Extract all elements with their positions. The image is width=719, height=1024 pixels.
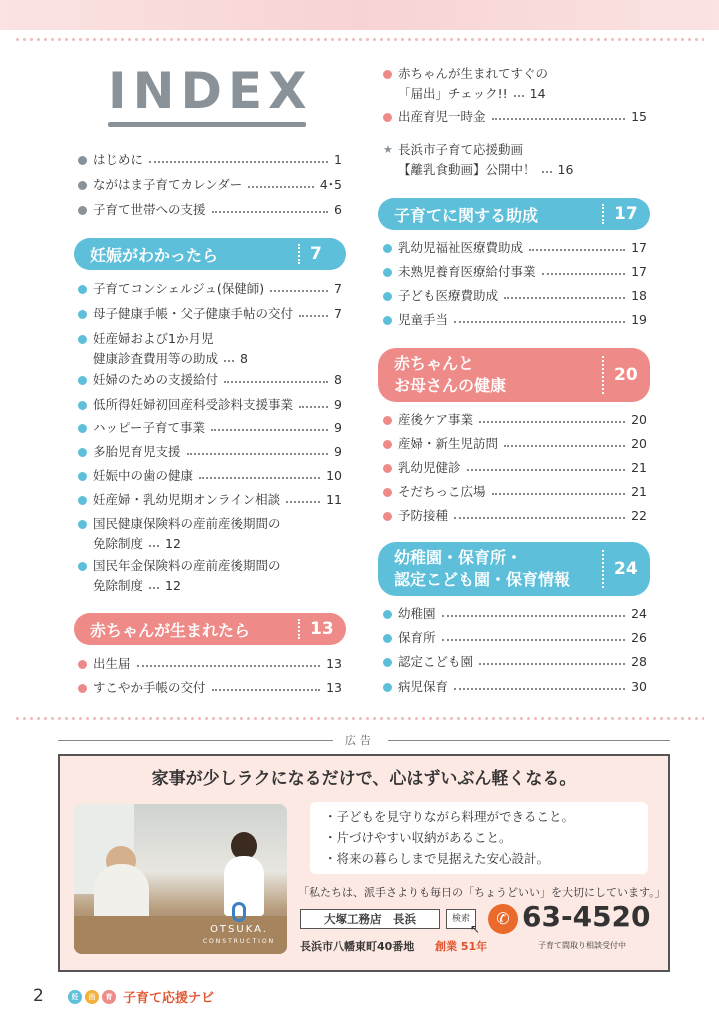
dot-leader xyxy=(149,534,159,547)
toc-label: 国民健康保険料の産前産後期間の xyxy=(93,516,281,531)
toc-label: 子ども医療費助成 xyxy=(398,288,499,303)
toc-page: 13 xyxy=(326,680,342,695)
toc-label: 母子健康手帳・父子健康手帖の交付 xyxy=(93,306,294,321)
bullet-icon xyxy=(78,520,87,529)
top-band xyxy=(0,0,719,30)
toc-label-line2: 【離乳食動画】公開中！ xyxy=(398,162,536,177)
toc-item[interactable] xyxy=(78,150,342,170)
toc-item[interactable] xyxy=(78,490,342,510)
cursor-icon: ↖ xyxy=(470,922,481,936)
title-underline xyxy=(108,122,306,127)
toc-page: 21 xyxy=(631,484,647,499)
section-title: 子育てに関する助成 xyxy=(394,205,539,225)
section-separator xyxy=(602,550,604,588)
toc-page: 30 xyxy=(631,679,647,694)
bullet-icon xyxy=(78,562,87,571)
toc-page: 11 xyxy=(326,492,342,507)
toc-label: 長浜市子育て応援動画 xyxy=(398,142,524,157)
toc-label: はじめに xyxy=(93,152,144,167)
section-pregnancy[interactable] xyxy=(74,238,346,270)
toc-label: 乳幼児健診 xyxy=(398,460,461,475)
toc-item[interactable] xyxy=(78,175,342,195)
page-number: 2 xyxy=(33,986,44,1006)
dot-leader xyxy=(187,442,329,455)
dot-leader xyxy=(504,434,625,447)
toc-page: 19 xyxy=(631,312,647,327)
logo-mark-icon xyxy=(232,902,246,922)
toc-page: 17 xyxy=(631,264,647,279)
toc-item[interactable] xyxy=(383,482,647,502)
toc-label: 児童手当 xyxy=(398,312,449,327)
section-separator xyxy=(602,204,604,224)
toc-label: 赤ちゃんが生まれてすぐの xyxy=(398,66,549,81)
toc-page: 6 xyxy=(334,202,342,217)
toc-label: 病児保育 xyxy=(398,679,449,694)
dot-leader xyxy=(492,107,626,120)
toc-page: 17 xyxy=(631,240,647,255)
toc-item[interactable] xyxy=(383,628,647,648)
star-icon: ★ xyxy=(383,143,393,156)
toc-item[interactable] xyxy=(78,466,342,486)
toc-label: 妊産婦および1か月児 xyxy=(93,331,214,346)
dot-leader xyxy=(270,279,328,292)
ad-reception: 子育て間取り相談受付中 xyxy=(538,941,626,950)
toc-label: 産婦・新生児訪問 xyxy=(398,436,499,451)
ad-bullet: ・子どもを見守りながら料理ができること。 xyxy=(324,809,575,824)
section-title-line1: 幼稚園・保育所・ xyxy=(394,548,523,567)
bullet-icon xyxy=(383,610,392,619)
toc-label: 子育て世帯への支援 xyxy=(93,202,206,217)
toc-label: 幼稚園 xyxy=(398,606,436,621)
section-title-line2: 認定こども園・保育情報 xyxy=(394,570,571,589)
brand-circle: 出 xyxy=(85,990,99,1004)
dot-leader xyxy=(299,304,328,317)
ad-years: 創業 51年 xyxy=(435,940,488,953)
toc-item[interactable] xyxy=(383,286,647,306)
logo-text: OTSUKA. xyxy=(210,924,268,935)
dot-leader xyxy=(479,410,625,423)
bullet-icon xyxy=(78,424,87,433)
section-nursery[interactable] xyxy=(378,542,650,596)
toc-page: 18 xyxy=(631,288,647,303)
logo-subtext: CONSTRUCTION xyxy=(202,938,276,945)
toc-page: 26 xyxy=(631,630,647,645)
toc-label: 出生届 xyxy=(93,656,131,671)
toc-item[interactable] xyxy=(78,200,342,220)
toc-item[interactable] xyxy=(383,410,647,430)
dot-leader xyxy=(479,652,625,665)
ad-headline: 家事が少しラクになるだけで、心はずいぶん軽くなる。 xyxy=(151,769,577,789)
section-separator xyxy=(602,356,604,394)
toc-page: 21 xyxy=(631,460,647,475)
toc-page: 20 xyxy=(631,412,647,427)
brand-circle: 妊 xyxy=(68,990,82,1004)
toc-label: 出産育児一時金 xyxy=(398,109,486,124)
bullet-icon xyxy=(383,512,392,521)
bullet-icon xyxy=(78,684,87,693)
toc-item[interactable] xyxy=(78,329,342,369)
toc-label: 産後ケア事業 xyxy=(398,412,474,427)
bullet-icon xyxy=(383,464,392,473)
section-page: 20 xyxy=(614,365,638,385)
toc-label: 認定こども園 xyxy=(398,654,474,669)
section-born[interactable] xyxy=(74,613,346,645)
ad-label-line-right xyxy=(388,740,670,741)
toc-label: 予防接種 xyxy=(398,508,449,523)
bullet-icon xyxy=(78,181,87,190)
toc-label: 多胎児育児支援 xyxy=(93,444,181,459)
dot-leader xyxy=(212,200,329,213)
dot-leader xyxy=(224,370,328,383)
toc-item[interactable] xyxy=(383,677,647,697)
ad-company-name: 大塚工務店 長浜 xyxy=(300,909,440,929)
toc-page: 20 xyxy=(631,436,647,451)
ad-label: 広告 xyxy=(345,734,375,747)
brand-text: 子育て応援ナビ xyxy=(123,991,215,1006)
toc-page: 7 xyxy=(334,306,342,321)
ad-bullet: ・将来の暮らしまで見据えた安心設計。 xyxy=(324,851,550,866)
ad-bullet-list xyxy=(310,802,648,874)
section-separator xyxy=(298,619,300,639)
bullet-icon xyxy=(383,488,392,497)
toc-item[interactable] xyxy=(383,238,647,258)
toc-item[interactable] xyxy=(383,107,647,127)
bullet-icon xyxy=(78,335,87,344)
toc-label: 未熟児養育医療給付事業 xyxy=(398,264,536,279)
bullet-icon xyxy=(383,416,392,425)
toc-item[interactable] xyxy=(78,418,342,438)
toc-label: 妊娠中の歯の健康 xyxy=(93,468,194,483)
ad-bullet: ・片づけやすい収納があること。 xyxy=(324,830,512,845)
toc-page: 1 xyxy=(334,152,342,167)
toc-page: 8 xyxy=(240,351,248,366)
toc-item[interactable] xyxy=(383,310,647,330)
dot-leader xyxy=(212,678,321,691)
bullet-icon xyxy=(383,683,392,692)
toc-item[interactable] xyxy=(78,556,342,596)
toc-label-line2: 免除制度 xyxy=(93,578,144,593)
bullet-icon xyxy=(78,376,87,385)
dot-leader xyxy=(454,310,625,323)
dot-leader xyxy=(454,677,625,690)
bullet-icon xyxy=(383,316,392,325)
toc-item[interactable] xyxy=(383,604,647,624)
toc-item[interactable] xyxy=(383,652,647,672)
dot-leader xyxy=(199,466,320,479)
dot-leader xyxy=(211,418,328,431)
bullet-icon xyxy=(383,634,392,643)
toc-page: 9 xyxy=(334,420,342,435)
ad-address: 長浜市八幡東町40番地 xyxy=(300,940,415,953)
dot-leader xyxy=(504,286,625,299)
search-button[interactable]: 検索 xyxy=(446,909,476,929)
toc-label: ながはま子育てカレンダー xyxy=(93,177,243,192)
toc-page: 28 xyxy=(631,654,647,669)
toc-page: 10 xyxy=(326,468,342,483)
toc-label: すこやか手帳の交付 xyxy=(93,680,206,695)
section-title xyxy=(378,353,602,397)
section-title-line2: お母さんの健康 xyxy=(394,376,507,395)
page-title: INDEX xyxy=(108,62,313,120)
dot-leader xyxy=(286,490,320,503)
footer-brand xyxy=(68,987,214,1006)
toc-page: 12 xyxy=(165,578,181,593)
dot-leader xyxy=(467,458,626,471)
toc-page: 9 xyxy=(334,397,342,412)
toc-item[interactable] xyxy=(78,654,342,674)
ad-quote: 「私たちは、派手さよりも毎日の「ちょうどいい」を大切にしています。」 xyxy=(298,886,666,899)
top-dotted-border xyxy=(14,38,704,41)
toc-item[interactable] xyxy=(383,262,647,282)
dot-leader xyxy=(529,238,625,251)
section-health[interactable] xyxy=(378,348,650,402)
toc-label-line2: 「届出」チェック!! xyxy=(398,86,508,101)
toc-label: 国民年金保険料の産前産後期間の xyxy=(93,558,281,573)
toc-page: 7 xyxy=(334,281,342,296)
section-subsidy[interactable] xyxy=(378,198,650,230)
dot-leader xyxy=(514,84,524,97)
bullet-icon xyxy=(383,440,392,449)
dot-leader xyxy=(149,150,328,163)
toc-label-line2: 健康診査費用等の助成 xyxy=(93,351,219,366)
section-page: 24 xyxy=(614,559,638,579)
toc-label: 妊婦のための支援給付 xyxy=(93,372,219,387)
toc-page: 9 xyxy=(334,444,342,459)
toc-item[interactable] xyxy=(383,140,647,180)
section-title xyxy=(378,547,602,591)
toc-item[interactable] xyxy=(78,304,342,324)
bullet-icon xyxy=(78,660,87,669)
toc-page: 14 xyxy=(529,86,546,101)
toc-page: 4･5 xyxy=(319,177,342,192)
dot-leader xyxy=(492,482,626,495)
bullet-icon xyxy=(383,244,392,253)
toc-item[interactable] xyxy=(383,458,647,478)
toc-item[interactable] xyxy=(383,434,647,454)
toc-page: 13 xyxy=(326,656,342,671)
section-title: 赤ちゃんが生まれたら xyxy=(90,620,251,640)
toc-label: 乳幼児福祉医療費助成 xyxy=(398,240,524,255)
bullet-icon xyxy=(383,268,392,277)
bullet-icon xyxy=(78,496,87,505)
dot-leader xyxy=(454,506,625,519)
section-title: 妊娠がわかったら xyxy=(90,245,219,265)
bullet-icon xyxy=(383,658,392,667)
section-title-line1: 赤ちゃんと xyxy=(394,354,475,373)
dot-leader xyxy=(224,349,234,362)
bullet-icon xyxy=(78,156,87,165)
toc-page: 24 xyxy=(631,606,647,621)
ad-phone-number[interactable]: 63-4520 xyxy=(522,900,651,933)
toc-item[interactable] xyxy=(78,442,342,462)
dot-leader xyxy=(299,395,328,408)
toc-item[interactable] xyxy=(383,506,647,526)
toc-page: 12 xyxy=(165,536,181,551)
dot-leader xyxy=(149,576,159,589)
section-page: 13 xyxy=(310,619,334,639)
toc-label: そだちっこ広場 xyxy=(398,484,486,499)
bullet-icon xyxy=(383,292,392,301)
bullet-icon xyxy=(78,206,87,215)
toc-label: 子育てコンシェルジュ(保健師) xyxy=(93,281,265,296)
dot-leader xyxy=(542,262,626,275)
advertisement[interactable] xyxy=(58,754,670,972)
toc-label: 保育所 xyxy=(398,630,436,645)
toc-label: 妊産婦・乳幼児期オンライン相談 xyxy=(93,492,281,507)
toc-page: 8 xyxy=(334,372,342,387)
dot-leader xyxy=(542,160,552,173)
bullet-icon xyxy=(383,113,392,122)
mid-dotted-border xyxy=(14,717,704,720)
section-page: 7 xyxy=(310,244,322,264)
bullet-icon xyxy=(78,310,87,319)
otsuka-logo xyxy=(194,902,284,946)
ad-label-line-left xyxy=(58,740,333,741)
toc-page: 16 xyxy=(557,162,574,177)
dot-leader xyxy=(137,654,321,667)
section-separator xyxy=(298,244,300,264)
brand-circle: 育 xyxy=(102,990,116,1004)
dot-leader xyxy=(442,628,626,641)
phone-icon: ✆ xyxy=(488,904,518,934)
section-page: 17 xyxy=(614,204,638,224)
dot-leader xyxy=(442,604,626,617)
toc-page: 22 xyxy=(631,508,647,523)
toc-label: ハッピー子育て事業 xyxy=(93,420,206,435)
ad-photo xyxy=(74,804,287,954)
toc-item[interactable] xyxy=(78,514,342,554)
bullet-icon xyxy=(78,285,87,294)
toc-item[interactable] xyxy=(78,370,342,390)
toc-item[interactable] xyxy=(78,678,342,698)
toc-label: 低所得妊婦初回産科受診料支援事業 xyxy=(93,397,294,412)
bullet-icon xyxy=(383,70,392,79)
bullet-icon xyxy=(78,448,87,457)
dot-leader xyxy=(248,175,314,188)
bullet-icon xyxy=(78,401,87,410)
bullet-icon xyxy=(78,472,87,481)
toc-item[interactable] xyxy=(383,64,647,104)
toc-page: 15 xyxy=(631,109,647,124)
toc-label-line2: 免除制度 xyxy=(93,536,144,551)
toc-item[interactable] xyxy=(78,279,342,299)
toc-item[interactable] xyxy=(78,395,342,415)
